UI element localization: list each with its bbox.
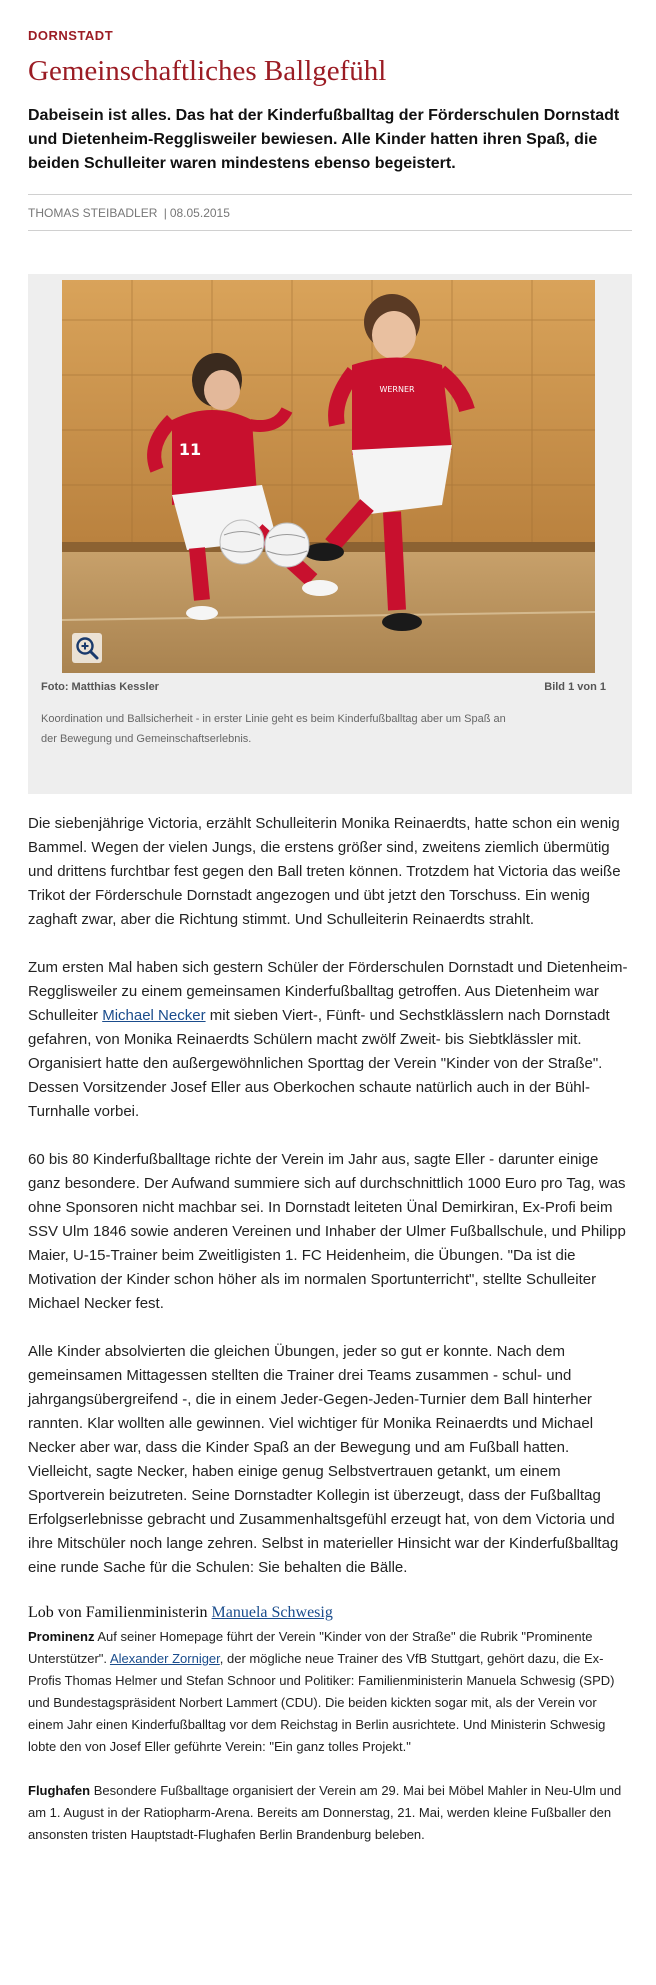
publish-date: 08.05.2015 [169, 206, 230, 220]
image-counter: Bild 1 von 1 [544, 681, 606, 693]
zoom-button[interactable] [72, 633, 102, 663]
article-kicker: DORNSTADT [28, 28, 114, 43]
box-subhead [28, 1602, 632, 1624]
photo-credit: Foto: Matthias Kessler [41, 681, 159, 693]
jersey-number: 11 [178, 440, 202, 459]
link-manuela-schwesig[interactable]: Manuela Schwesig [211, 1604, 333, 1621]
article-lead: Dabeisein ist alles. Das hat der Kinderfußballtag der Förderschulen Dornstadt und Dietenheim-Regglisweiler bewiesen. Alle Kinder hatten ihren Spaß, die beiden Schulleiter waren mindestens ebenso begeistert. [28, 107, 620, 172]
gallery-photo[interactable] [62, 280, 595, 673]
box-paragraph-prominenz [28, 1626, 632, 1758]
paragraph-2-text-b: mit sieben Viert-, Fünft- und Sechstklässlern nach Dornstadt gefahren, von Monika Reinaerdts Schülern macht zwölf Zweit- bis Siebtklässler mit. Organisiert hatte den außergewöhnlichen Sporttag der Verein "Kinder von der Straße". Dessen Vorsitzender Josef Eller aus Oberkochen schaute natürlich auch in der Bühl-Turnhalle vorbei. [28, 1007, 610, 1120]
flughafen-text: Besondere Fußballtage organisiert der Verein am 29. Mai bei Möbel Mahler in Neu-Ulm und am 1. August in der Ratiopharm-Arena. Bereits am Donnerstag, 21. Mai, werden kleine Fußballer den ansonsten tristen Hauptstadt-Flughafen Berlin Brandenburg beleben. [28, 1783, 622, 1842]
prominenz-text-a: Auf seiner Homepage führt der Verein "Kinder von der Straße" die Rubrik "Prominente Unterstützer". [28, 1629, 593, 1666]
author-name: THOMAS STEIBADLER [28, 206, 158, 220]
paragraph-2-text-a: Zum ersten Mal haben sich gestern Schüler der Förderschulen Dornstadt und Dietenheim-Regglisweiler zu einem gemeinsamen Kinderfußballtag getroffen. Aus Dietenheim war Schulleiter [28, 959, 628, 1024]
byline-separator: | [163, 206, 167, 220]
prominenz-text-b: , der mögliche neue Trainer des VfB Stuttgart, gehört dazu, die Ex-Profis Thomas Helmer und Stefan Schnoor und Politiker: Familienministerin Manuela Schwesig (SPD) und Bundestagspräsident Norbert Lammert (CDU). Die beiden kickten sogar mit, als der Verein vor einem Jahr einen Kinderfußballtag vor dem Reichstag in Berlin ausrichtete. Und Ministerin Schwesig lobte den von Josef Eller geführte Verein: "Ein ganz tolles Projekt." [28, 1651, 615, 1754]
subhead-text: Lob von Familienministerin [28, 1604, 212, 1621]
jersey-text: WERNER [379, 385, 415, 394]
label-prominenz: Prominenz [28, 1629, 95, 1644]
photo-credit-row [41, 680, 606, 694]
divider-bottom [28, 230, 632, 231]
byline [28, 195, 632, 230]
article [28, 28, 632, 1846]
label-flughafen: Flughafen [28, 1783, 91, 1798]
paragraph-1: Die siebenjährige Victoria, erzählt Schulleiterin Monika Reinaerdts, hatte schon ein wenig Bammel. Wegen der vielen Jungs, die erstens größer sind, zweitens ziemlich übermütig und drittens furchtbar fest gegen den Ball treten können. Trotzdem hat Victoria das weiße Trikot der Förderschule Dornstadt angezogen und übt jetzt den Torschuss. Ein wenig zaghaft zwar, aber die Richtung stimmt. Und Schulleiterin Reinaerdts strahlt. [28, 815, 621, 928]
link-alexander-zorniger[interactable]: Alexander Zorniger [109, 1651, 220, 1666]
link-michael-necker[interactable]: Michael Necker [102, 1007, 206, 1024]
image-gallery [28, 274, 632, 794]
paragraph-2 [28, 956, 632, 1124]
box-paragraph-flughafen [28, 1780, 632, 1846]
paragraph-4: Alle Kinder absolvierten die gleichen Übungen, jeder so gut er konnte. Nach dem gemeinsamen Mittagessen stellten die Trainer drei Teams zusammen - schul- und jahrgangsübergreifend -, die in einem Jeder-Gegen-Jeden-Turnier dem Ball hinterher rannten. Klar wollten alle gewinnen. Viel wichtiger für Monika Reinaerdts und Michael Necker aber war, dass die Kinder Spaß an der Bewegung und am Fußball hatten. Vielleicht, sagte Necker, haben einige genug Selbstvertrauen getankt, um einem Sportverein beizutreten. Seine Dornstadter Kollegin ist überzeugt, dass der Fußballtag Erfolgserlebnisse gebracht und Zusammenhaltsgefühl erzeugt hat, von dem Victoria und ihre Mitschüler noch lange zehren. Selbst in materieller Hinsicht war der Kinderfußballtag eine runde Sache für die Schulen: Sie behalten die Bälle. [28, 1343, 619, 1576]
photo-caption: Koordination und Ballsicherheit - in erster Linie geht es beim Kinderfußballtag aber um Spaß an der Bewegung und Gemeinschaftserlebnis. [41, 713, 506, 745]
article-body [28, 812, 632, 1580]
info-box [28, 1602, 632, 1846]
paragraph-3: 60 bis 80 Kinderfußballtage richte der Verein im Jahr aus, sagte Eller - darunter einige ganz besondere. Der Aufwand summiere sich auf durchschnittlich 1000 Euro pro Tag, was ohne Sponsoren nicht machbar sei. In Dornstadt leiteten Ünal Demirkiran, Ex-Profi beim SSV Ulm 1846 sowie anderen Vereinen und Inhaber der Ulmer Fußballschule, und Philipp Maier, U-15-Trainer beim Zweitligisten 1. FC Heidenheim, die Übungen. "Da ist die Motivation der Kinder schon höher als im normalen Sportunterricht", stellte Schulleiter Michael Necker fest. [28, 1151, 626, 1312]
article-headline: Gemeinschaftliches Ballgefühl [28, 55, 387, 87]
magnifier-plus-icon [72, 633, 102, 663]
photo-kids-playing-football [62, 280, 595, 673]
